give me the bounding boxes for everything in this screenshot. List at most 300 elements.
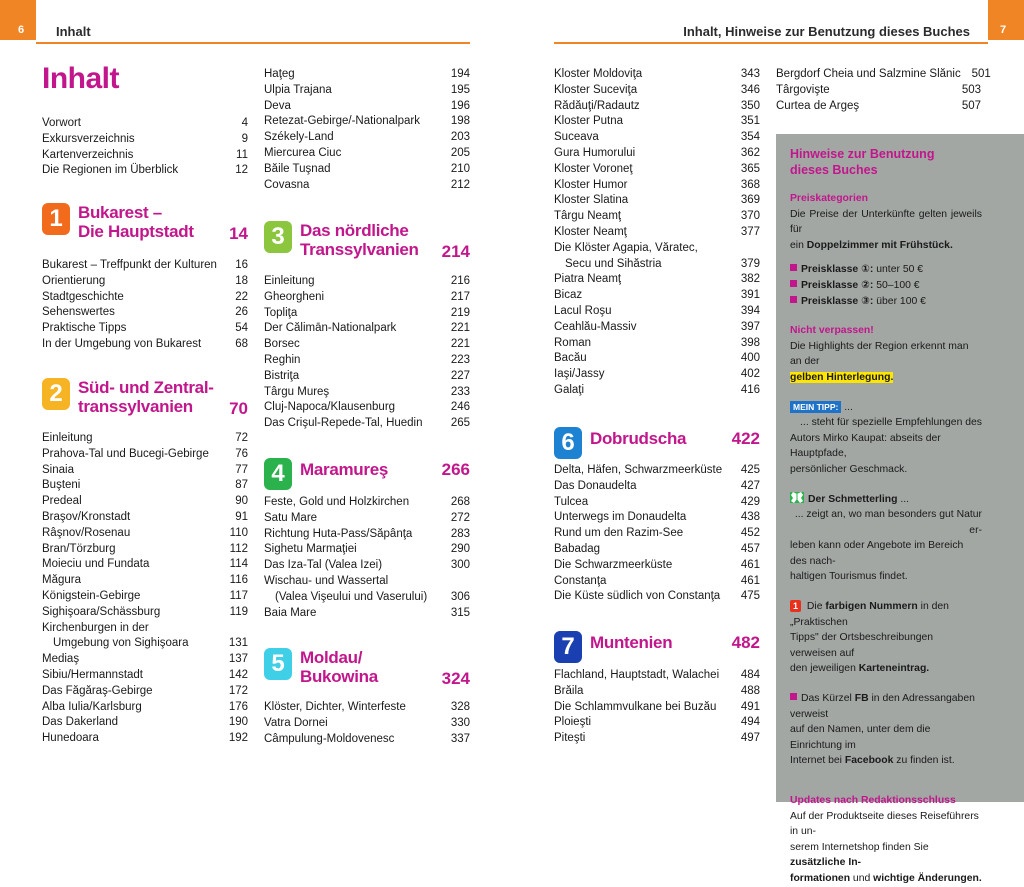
toc-entry-label: Kloster Humor — [554, 178, 628, 191]
toc-entry-page: 223 — [450, 353, 470, 366]
section-3-title-line2: Transsylvanien — [300, 240, 419, 259]
toc-entry[interactable] — [554, 542, 760, 558]
toc-entry-page: 194 — [450, 68, 470, 80]
section-1-page: 14 — [229, 224, 248, 243]
toc-entry-label: Kloster Slatina — [554, 194, 629, 207]
toc-entry[interactable] — [42, 573, 248, 589]
toc-entry-label: Sighetu Marmaţiei — [264, 543, 357, 556]
toc-entry-label: Umgebung von Sighişoara — [53, 637, 189, 650]
toc-entry-label: Alba Iulia/Karlsburg — [42, 700, 142, 713]
toc-entry[interactable] — [264, 511, 470, 527]
toc-entry[interactable] — [264, 416, 470, 432]
section-7-page: 482 — [731, 633, 760, 652]
toc-entry[interactable] — [554, 241, 760, 257]
toc-entry[interactable] — [42, 684, 248, 700]
colored-numbers-text2: Tipps" der Ortsbeschreibungen verweisen auf — [790, 632, 934, 659]
section-2-badge: 2 — [42, 378, 70, 410]
toc-entry-label: Sinaia — [42, 463, 74, 476]
toc-entry-page: 210 — [450, 162, 470, 175]
sidebar-title-line1: Hinweise zur Benutzung — [790, 147, 935, 161]
toc-entry-page: 11 — [236, 148, 248, 161]
toc-entry-page: 77 — [235, 463, 248, 476]
toc-entry-label: Târgovişte — [776, 83, 830, 96]
toc-entry-page: 142 — [228, 668, 248, 681]
toc-entry-label: Das Făgăraş-Gebirge — [42, 684, 153, 697]
section-7-heading[interactable] — [554, 631, 760, 663]
section-5-list — [264, 700, 470, 747]
section-7-title-line1: Muntenien — [590, 633, 673, 652]
toc-entry-page: 377 — [740, 225, 760, 238]
toc-entry-page: 198 — [450, 115, 470, 128]
toc-entry-label: Secu und Sihăstria — [565, 257, 662, 270]
toc-entry-label: Unterwegs im Donaudelta — [554, 511, 687, 524]
section-5-heading[interactable] — [264, 648, 470, 686]
price-categories-text2: ein Doppelzimmer mit Frühstück. — [790, 239, 953, 251]
toc-entry-label: Bergdorf Cheia und Salzmine Slănic — [776, 68, 961, 80]
price-categories-heading: Preiskategorien — [790, 193, 868, 204]
toc-entry[interactable] — [554, 495, 760, 511]
toc-entry-page: 203 — [450, 131, 470, 144]
updates-text2: serem Internetshop finden Sie zusätzliche In- — [790, 841, 929, 869]
butterfly-text2: leben kann oder Angebote im Bereich des nach- — [790, 540, 964, 567]
toc-entry[interactable] — [42, 148, 248, 164]
toc-entry-label: Buşteni — [42, 479, 81, 492]
toc-entry-page: 501 — [971, 68, 991, 80]
section-3-page: 214 — [441, 242, 470, 261]
toc-entry-page: 68 — [235, 337, 248, 350]
toc-entry-label: Székely-Land — [264, 131, 334, 144]
toc-entry-label: Bukarest – Treffpunkt der Kulturen — [42, 259, 217, 271]
toc-entry[interactable] — [554, 479, 760, 495]
toc-entry-page: 346 — [740, 83, 760, 96]
toc-entry-label: Moieciu und Fundata — [42, 558, 150, 571]
toc-entry[interactable] — [264, 400, 470, 416]
toc-entry-label: Deva — [264, 99, 291, 112]
toc-entry-label: Măgura — [42, 574, 81, 587]
toc-entry[interactable] — [554, 526, 760, 542]
facebook-text3: Internet bei Facebook zu finden ist. — [790, 755, 955, 767]
toc-entry[interactable] — [554, 367, 760, 383]
toc-entry[interactable] — [554, 162, 760, 178]
toc-entry-label: Richtung Huta-Pass/Săpânţa — [264, 527, 413, 540]
toc-entry[interactable] — [554, 574, 760, 590]
toc-entry-page: 382 — [740, 273, 760, 286]
toc-entry[interactable] — [554, 114, 760, 130]
toc-entry[interactable] — [42, 494, 248, 510]
toc-entry-label: Kirchenburgen in der — [42, 621, 149, 634]
toc-entry-page: 217 — [450, 290, 470, 303]
toc-entry[interactable] — [554, 383, 760, 399]
toc-entry-label: Tulcea — [554, 495, 589, 508]
toc-entry-label: Bistriţa — [264, 369, 300, 382]
toc-entry[interactable] — [554, 668, 760, 684]
toc-entry[interactable] — [554, 178, 760, 194]
toc-entry[interactable] — [264, 146, 470, 162]
toc-entry-label: Băile Tuşnad — [264, 162, 331, 175]
toc-entry-page: 400 — [740, 352, 760, 365]
toc-entry[interactable] — [42, 621, 248, 637]
toc-entry[interactable] — [776, 67, 991, 83]
toc-entry-page: 87 — [235, 479, 248, 492]
section-2-page: 70 — [229, 399, 248, 418]
toc-entry[interactable] — [554, 99, 760, 115]
toc-entry[interactable] — [42, 731, 248, 747]
toc-entry-label: Ploieşti — [554, 716, 592, 729]
facebook-text2: auf den Namen, unter dem die Einrichtung im — [790, 724, 931, 751]
toc-entry-page: 72 — [235, 432, 248, 444]
toc-entry[interactable] — [264, 114, 470, 130]
toc-entry[interactable] — [264, 130, 470, 146]
toc-entry[interactable] — [42, 290, 248, 306]
toc-entry[interactable] — [264, 162, 470, 178]
toc-entry[interactable] — [42, 668, 248, 684]
toc-entry[interactable] — [554, 320, 760, 336]
toc-entry-label: Reghin — [264, 353, 301, 366]
toc-entry-label: Brăila — [554, 684, 584, 697]
toc-entry[interactable] — [264, 178, 470, 194]
section-2-heading[interactable] — [42, 378, 248, 416]
updates-heading: Updates nach Redaktionsschluss — [790, 795, 956, 806]
section-2-continued-list — [264, 67, 470, 193]
toc-entry[interactable] — [42, 431, 248, 447]
toc-entry-label: Târgu Neamţ — [554, 210, 622, 223]
toc-entry-page: 351 — [740, 115, 760, 128]
toc-entry[interactable] — [42, 447, 248, 463]
section-7-continued-list — [776, 67, 991, 114]
toc-entry-label: Delta, Häfen, Schwarzmeerküste — [554, 464, 723, 476]
toc-entry-label: (Valea Vişeului und Vaserului) — [275, 590, 428, 603]
toc-entry[interactable] — [42, 542, 248, 558]
section-4-heading[interactable] — [264, 458, 470, 490]
toc-entry-page: 365 — [740, 162, 760, 175]
toc-entry[interactable] — [264, 574, 470, 590]
toc-entry-label: Kartenverzeichnis — [42, 148, 134, 161]
section-6-list — [554, 463, 760, 605]
toc-entry[interactable] — [42, 589, 248, 605]
toc-entry[interactable] — [42, 116, 248, 132]
toc-entry[interactable] — [554, 130, 760, 146]
right-page-number-text: 7 — [1000, 24, 1007, 36]
toc-entry[interactable] — [264, 606, 470, 622]
section-2-title-line2: transsylvanien — [78, 397, 193, 416]
toc-entry-page: 494 — [740, 716, 760, 729]
price-class-2: Preisklasse ②: 50–100 € — [790, 278, 982, 294]
toc-entry[interactable] — [264, 385, 470, 401]
butterfly-icon — [790, 492, 804, 503]
toc-entry-page — [730, 241, 760, 257]
toc-entry-label: Piatra Neamţ — [554, 273, 622, 286]
toc-entry-label: Braşov/Kronstadt — [42, 510, 131, 523]
toc-entry-label: Der Călimān-Nationalpark — [264, 322, 397, 335]
section-5-title-line2: Bukowina — [300, 667, 378, 686]
toc-entry[interactable] — [42, 305, 248, 321]
sidebar-title-line2: dieses Buches — [790, 163, 878, 177]
toc-entry[interactable] — [264, 67, 470, 83]
toc-entry[interactable] — [42, 700, 248, 716]
toc-entry-label: Kloster Suceviţa — [554, 83, 638, 96]
toc-entry-label: Kloster Moldoviţa — [554, 68, 643, 80]
toc-entry-page: 488 — [740, 684, 760, 697]
section-3-title-line1: Das nördliche — [300, 221, 409, 240]
section-4-badge: 4 — [264, 458, 292, 490]
toc-entry[interactable] — [42, 636, 248, 652]
toc-entry-page: 233 — [450, 385, 470, 398]
toc-entry-page: 362 — [740, 146, 760, 159]
butterfly-text1: ... zeigt an, wo man besonders gut Natur er- — [794, 509, 982, 536]
toc-entry[interactable] — [42, 258, 248, 274]
toc-entry-label: Vatra Dornei — [264, 716, 328, 729]
toc-entry[interactable] — [42, 337, 248, 353]
toc-entry[interactable] — [554, 351, 760, 367]
toc-entry[interactable] — [42, 557, 248, 573]
toc-entry-page: 195 — [450, 83, 470, 96]
toc-entry-page: 216 — [450, 275, 470, 287]
toc-entry-page — [218, 621, 248, 637]
section-5-badge: 5 — [264, 648, 292, 680]
section-4-page: 266 — [441, 460, 470, 479]
toc-entry-page: 196 — [450, 99, 470, 112]
colored-numbers-line: 1 Die farbigen Nummern in den „Praktischen — [790, 601, 949, 628]
toc-entry-page — [440, 574, 470, 590]
section-6-page: 422 — [731, 429, 760, 448]
toc-entry-page: 212 — [450, 178, 470, 191]
butterfly-text3: haltigen Tourismus findet. — [790, 571, 908, 583]
toc-entry[interactable] — [264, 716, 470, 732]
toc-entry[interactable] — [264, 290, 470, 306]
toc-entry[interactable] — [264, 337, 470, 353]
toc-entry-page: 265 — [450, 417, 470, 430]
toc-entry-label: Suceava — [554, 131, 599, 144]
toc-entry-page: 368 — [740, 178, 760, 191]
toc-entry[interactable] — [554, 83, 760, 99]
toc-entry-page: 76 — [235, 447, 248, 460]
toc-entry[interactable] — [264, 542, 470, 558]
toc-entry-page: 112 — [229, 542, 248, 555]
toc-entry[interactable] — [264, 369, 470, 385]
toc-entry-label: Das Donaudelta — [554, 479, 637, 492]
toc-entry-page: 116 — [229, 574, 248, 587]
toc-entry-page: 503 — [961, 83, 981, 96]
toc-entry-page: 114 — [229, 558, 248, 571]
toc-entry[interactable] — [554, 193, 760, 209]
toc-entry[interactable] — [42, 526, 248, 542]
left-page-number — [0, 0, 36, 40]
toc-entry-label: Topliţa — [264, 306, 298, 319]
toc-entry-label: Das Dakerland — [42, 716, 119, 729]
toc-entry[interactable] — [264, 99, 470, 115]
toc-entry-page: 221 — [450, 338, 470, 351]
section-1-list — [42, 258, 248, 353]
toc-entry-label: Die Klöster Agapia, Văratec, — [554, 241, 698, 254]
toc-entry[interactable] — [554, 257, 760, 273]
intro-list — [42, 116, 248, 179]
left-header-title: Inhalt — [56, 24, 91, 39]
toc-entry[interactable] — [554, 67, 760, 83]
toc-entry-label: Gheorgheni — [264, 290, 325, 303]
toc-entry[interactable] — [554, 463, 760, 479]
section-1-title-line2: Die Hauptstadt — [78, 222, 194, 241]
toc-entry-page: 300 — [450, 559, 470, 572]
toc-entry[interactable] — [42, 478, 248, 494]
toc-entry[interactable] — [554, 272, 760, 288]
toc-entry-label: Satu Mare — [264, 511, 318, 524]
toc-entry-label: Ulpia Trajana — [264, 83, 332, 96]
toc-entry-page: 290 — [450, 543, 470, 556]
my-tip-line: MEIN TIPP: ... — [790, 400, 982, 416]
toc-entry-page: 16 — [235, 259, 248, 271]
section-2-list — [42, 431, 248, 747]
toc-entry-label: Iaşi/Jassy — [554, 368, 605, 381]
price-class-1: Preisklasse ①: unter 50 € — [790, 262, 982, 278]
toc-entry[interactable] — [776, 99, 981, 115]
toc-entry-label: Borsec — [264, 338, 300, 351]
toc-entry-label: Gura Humorului — [554, 146, 636, 159]
section-6-heading[interactable] — [554, 427, 760, 459]
toc-entry-label: In der Umgebung von Bukarest — [42, 337, 202, 350]
toc-entry[interactable] — [42, 163, 248, 179]
toc-entry[interactable] — [42, 652, 248, 668]
toc-entry[interactable] — [264, 558, 470, 574]
toc-entry-label: Einleitung — [42, 432, 93, 444]
section-4-title-line1: Maramureş — [300, 460, 389, 479]
toc-entry[interactable] — [264, 495, 470, 511]
toc-entry-page: 369 — [740, 194, 760, 207]
toc-entry-page: 205 — [450, 146, 470, 159]
toc-entry[interactable] — [264, 732, 470, 748]
toc-entry[interactable] — [264, 306, 470, 322]
toc-entry-label: Orientierung — [42, 274, 106, 287]
usage-notes-content — [790, 146, 982, 887]
toc-entry-label: Mediaş — [42, 653, 80, 666]
toc-entry-page: 394 — [740, 304, 760, 317]
toc-entry-label: Câmpulung-Moldovenesc — [264, 732, 395, 745]
toc-entry-label: Sehenswertes — [42, 306, 115, 319]
toc-entry-label: Haţeg — [264, 68, 295, 80]
toc-entry-page: 330 — [450, 716, 470, 729]
toc-entry[interactable] — [554, 589, 760, 605]
toc-entry-label: Das Crişul-Repede-Tal, Huedin — [264, 417, 423, 430]
toc-entry-page: 491 — [740, 700, 760, 713]
toc-entry-label: Das Iza-Tal (Valea Izei) — [264, 559, 383, 572]
my-tip-text2: Autors Mirko Kaupat: abseits der Hauptpfade, — [790, 432, 941, 460]
toc-entry-label: Rădăuţi/Radautz — [554, 99, 640, 112]
toc-entry[interactable] — [42, 321, 248, 337]
toc-entry-page: 283 — [450, 527, 470, 540]
toc-entry-label: Klöster, Dichter, Winterfeste — [264, 701, 406, 713]
left-page-number-text: 6 — [18, 24, 25, 36]
toc-entry-label: Exkursverzeichnis — [42, 132, 135, 145]
toc-entry[interactable] — [554, 225, 760, 241]
toc-entry-label: Constanţa — [554, 574, 607, 587]
toc-entry-page: 131 — [228, 637, 248, 650]
toc-entry[interactable] — [42, 510, 248, 526]
toc-entry-page: 22 — [235, 290, 248, 303]
toc-entry-label: Vorwort — [42, 117, 81, 129]
toc-entry-label: Sibiu/Hermannstadt — [42, 668, 143, 681]
toc-entry-page: 137 — [228, 653, 248, 666]
toc-entry-page: 391 — [740, 289, 760, 302]
toc-entry-page: 315 — [450, 606, 470, 619]
toc-entry-page: 192 — [228, 732, 248, 745]
toc-entry-page: 91 — [235, 510, 248, 523]
toc-entry-page: 117 — [229, 589, 248, 602]
toc-entry-page: 497 — [740, 732, 760, 745]
toc-entry[interactable] — [554, 700, 760, 716]
toc-entry[interactable] — [554, 510, 760, 526]
colored-number-icon: 1 — [790, 600, 801, 612]
toc-entry[interactable] — [554, 731, 760, 747]
section-1-heading[interactable] — [42, 203, 248, 241]
toc-entry-page: 18 — [235, 274, 248, 287]
toc-entry-label: Babadag — [554, 542, 601, 555]
right-page-number — [988, 0, 1024, 40]
section-2-title-line1: Süd- und Zentral- — [78, 378, 214, 397]
toc-entry[interactable] — [264, 527, 470, 543]
my-tip-text1: ... steht für spezielle Empfehlungen des — [800, 417, 982, 429]
toc-entry[interactable] — [776, 83, 981, 99]
my-tip-text3: persönlicher Geschmack. — [790, 463, 908, 475]
section-7-list — [554, 668, 760, 747]
toc-entry[interactable] — [264, 274, 470, 290]
updates-text1: Auf der Produktseite dieses Reiseführers in un- — [790, 810, 979, 838]
toc-entry[interactable] — [554, 288, 760, 304]
toc-entry-label: Wischau- und Wassertal — [264, 574, 389, 587]
toc-entry-page: 379 — [740, 257, 760, 270]
toc-entry-page: 337 — [450, 732, 470, 745]
toc-entry-page: 461 — [740, 574, 760, 587]
toc-entry[interactable] — [554, 684, 760, 700]
toc-entry[interactable] — [264, 700, 470, 716]
toc-entry-label: Einleitung — [264, 275, 315, 287]
section-3-list — [264, 274, 470, 432]
toc-entry[interactable] — [554, 558, 760, 574]
toc-entry[interactable] — [264, 83, 470, 99]
toc-entry-label: Praktische Tipps — [42, 322, 127, 335]
toc-entry[interactable] — [264, 321, 470, 337]
toc-entry[interactable] — [554, 336, 760, 352]
toc-entry-label: Bicaz — [554, 289, 583, 302]
section-3-heading[interactable] — [264, 221, 470, 259]
section-5-page: 324 — [441, 669, 470, 688]
toc-entry-label: Prahova-Tal und Bucegi-Gebirge — [42, 447, 209, 460]
toc-entry-page: 343 — [740, 68, 760, 80]
toc-entry[interactable] — [42, 274, 248, 290]
right-header-rule — [554, 42, 988, 44]
toc-entry[interactable] — [42, 463, 248, 479]
toc-entry[interactable] — [42, 715, 248, 731]
toc-entry-label: Târgu Mureş — [264, 385, 330, 398]
toc-entry-label: Galaţi — [554, 383, 585, 396]
toc-entry[interactable] — [554, 715, 760, 731]
toc-entry[interactable] — [554, 146, 760, 162]
toc-entry-page: 110 — [229, 526, 248, 539]
toc-entry[interactable] — [554, 209, 760, 225]
toc-entry-label: Die Schlammvulkane bei Buzău — [554, 700, 717, 713]
toc-entry-page: 328 — [450, 701, 470, 713]
highlights-heading: Nicht verpassen! — [790, 325, 874, 337]
toc-entry[interactable] — [554, 304, 760, 320]
toc-entry-page: 246 — [450, 401, 470, 414]
toc-entry-label: Lacul Roşu — [554, 304, 612, 317]
toc-entry-page: 190 — [228, 716, 248, 729]
toc-entry-page: 54 — [235, 322, 248, 335]
toc-entry[interactable] — [264, 590, 470, 606]
highlights-text: Die Highlights der Region erkennt man an der — [790, 340, 969, 368]
toc-entry-page: 416 — [740, 383, 760, 396]
toc-entry[interactable] — [42, 132, 248, 148]
toc-entry[interactable] — [42, 605, 248, 621]
toc-entry[interactable] — [264, 353, 470, 369]
